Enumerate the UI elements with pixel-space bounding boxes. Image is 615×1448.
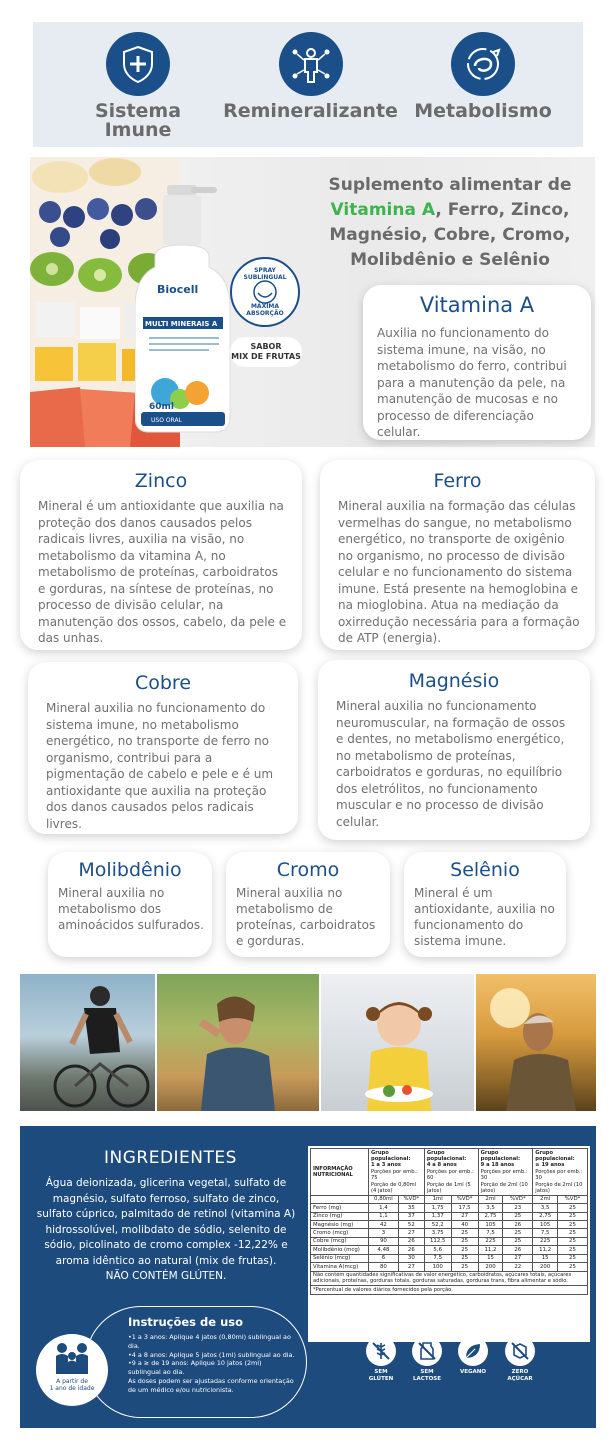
card-text: Auxilia no funcionamento do sistema imune, na visão, no metabolismo do ferro, contribui para a manutenção da pele, na manutenção de mucosas e no processo de diferenciação celular. xyxy=(377,326,567,439)
nutrient-value: 25 xyxy=(557,1254,587,1262)
table-row xyxy=(311,1254,588,1262)
table-footnote: Não contém quantidades significativas de valor energético, carboidratos, açúcares totais, açúcares adicionais, proteínas, gorduras totais, gorduras saturadas, gorduras trans, fibra alimentar e sódio. xyxy=(311,1271,588,1286)
nutrient-value: 27 xyxy=(451,1212,478,1220)
nutrient-value: 25 xyxy=(557,1212,587,1220)
body-molecule-icon xyxy=(279,32,343,96)
family-icon xyxy=(52,1340,92,1374)
nutrient-name: Zinco (mg) xyxy=(311,1212,369,1220)
nutrient-value: 1,37 xyxy=(424,1212,451,1220)
usage-instructions xyxy=(85,1306,307,1418)
photo-tired-runner xyxy=(157,974,319,1111)
nutrient-name: Molibdênio (mcg) xyxy=(311,1246,369,1254)
group-header: Grupo populacional: ≥ 19 anos Porções por emb.: 30 Porção de 2ml (10 jatos) xyxy=(533,1149,588,1196)
card-magnesio xyxy=(318,660,590,840)
nutrient-value: 25 xyxy=(503,1237,533,1245)
nutrient-value: 26 xyxy=(398,1237,424,1245)
photo-cyclist xyxy=(20,974,155,1111)
nutrient-value: 80 xyxy=(369,1263,399,1271)
table-vd-row xyxy=(311,1286,588,1294)
nutrient-value: 23 xyxy=(503,1204,533,1212)
nutrient-value: 200 xyxy=(478,1263,503,1271)
nutrition-table-title: INFORMAÇÃO NUTRICIONAL xyxy=(313,1165,353,1178)
benefit-remineralizing xyxy=(223,32,398,121)
nutrient-value: 225 xyxy=(533,1237,558,1245)
instruction-line: As doses podem ser ajustadas conforme orientação de um médico e/ou nutricionista. xyxy=(128,1376,294,1394)
nutrition-table xyxy=(308,1146,590,1342)
flavor-badge xyxy=(230,337,302,367)
nutrient-value: 25 xyxy=(451,1263,478,1271)
nutrient-value: 37 xyxy=(398,1212,424,1220)
nutrient-name: Ferro (mg) xyxy=(311,1204,369,1212)
milk-crossed-icon xyxy=(412,1336,442,1366)
nutrient-value: 25 xyxy=(503,1212,533,1220)
shield-plus-icon xyxy=(106,32,170,96)
benefits-band xyxy=(33,22,583,147)
seal-label: GLÚTEN xyxy=(368,1375,394,1382)
table-row xyxy=(311,1237,588,1245)
age-label-l1: A partir de xyxy=(56,1378,88,1385)
seal-zero-sugar xyxy=(497,1336,543,1382)
card-title: Vitamina A xyxy=(419,293,535,317)
nutrient-value: 22 xyxy=(503,1263,533,1271)
table-row xyxy=(311,1229,588,1237)
nutrient-value: 105 xyxy=(478,1221,503,1229)
nutrient-value: 25 xyxy=(557,1204,587,1212)
nutrient-value: 52 xyxy=(398,1221,424,1229)
instruction-line: •4 a 8 anos: Aplique 5 jatos (1ml) sublingual ao dia. xyxy=(128,1350,295,1359)
nutrient-value: 26 xyxy=(503,1246,533,1254)
table-vd-note: *Percentual de valores diários fornecidos pela porção. xyxy=(311,1286,588,1294)
nutrient-value: 3,5 xyxy=(533,1204,558,1212)
table-row xyxy=(311,1246,588,1254)
leaf-icon xyxy=(458,1336,488,1366)
nutrient-value: 25 xyxy=(557,1263,587,1271)
product-headline xyxy=(300,173,595,273)
nutrient-value: 42 xyxy=(369,1221,399,1229)
stamp-top-text: SPRAY SUBLINGUAL xyxy=(243,267,287,281)
metabolism-cycle-icon xyxy=(451,32,515,96)
nutrient-value: 25 xyxy=(451,1229,478,1237)
table-row xyxy=(311,1204,588,1212)
nutrient-name: Magnésio (mg) xyxy=(311,1221,369,1229)
nutrient-value: 3 xyxy=(369,1229,399,1237)
ingredients-panel xyxy=(20,1126,596,1428)
nutrient-value: 200 xyxy=(533,1263,558,1271)
nutrient-value: 27 xyxy=(398,1229,424,1237)
flavor-label: SABOR xyxy=(250,342,282,351)
bottle-use: USO ORAL xyxy=(151,417,182,424)
nutrient-value: 7,5 xyxy=(533,1229,558,1237)
seal-label: ZERO xyxy=(511,1369,529,1375)
photo-happy-child xyxy=(321,974,474,1111)
gluten-notice: NÃO CONTÉM GLÚTEN. xyxy=(105,1270,227,1282)
table-row xyxy=(311,1212,588,1220)
benefit-label: Remineralizante xyxy=(223,100,398,122)
mouth-icon xyxy=(252,279,278,305)
nutrient-value: 1,75 xyxy=(424,1204,451,1212)
card-molibdenio xyxy=(48,852,212,957)
nutrient-value: 5,6 xyxy=(424,1246,451,1254)
benefit-immune xyxy=(83,32,193,140)
nutrient-value: 25 xyxy=(451,1237,478,1245)
card-zinco xyxy=(20,460,302,650)
card-title: Zinco xyxy=(134,470,188,492)
headline-line: Suplemento alimentar de xyxy=(328,175,572,195)
sugar-crossed-icon xyxy=(505,1336,535,1366)
card-title: Ferro xyxy=(433,470,482,492)
card-text: Mineral é um antioxidante que auxilia na proteção dos danos causados pelos radicais livres, auxilia na visão, no metabolismo da vitamina A, no metabolismo de proteínas, carboidratos e gorduras, na síntese de proteínas, no processo de divisão celular, na manutenção dos ossos, cabelo, da pele e das unhas. xyxy=(38,499,287,645)
sublingual-spray-stamp xyxy=(230,257,300,327)
nutrient-value: 2,75 xyxy=(533,1212,558,1220)
seal-label: SEM xyxy=(420,1369,434,1375)
nutrient-value: 25 xyxy=(557,1246,587,1254)
card-ferro xyxy=(320,460,595,650)
nutrient-value: 3,5 xyxy=(478,1204,503,1212)
nutrient-value: 15 xyxy=(478,1254,503,1262)
card-vitamina-a xyxy=(363,285,591,440)
nutrient-value: 26 xyxy=(503,1221,533,1229)
table-row xyxy=(311,1263,588,1271)
card-selenio xyxy=(404,852,566,957)
card-title: Cromo xyxy=(276,859,340,881)
age-badge xyxy=(36,1334,108,1406)
instructions-title: Instruções de uso xyxy=(128,1315,243,1329)
benefit-metabolism xyxy=(413,32,553,121)
card-title: Selênio xyxy=(450,859,520,881)
seal-lactose-free xyxy=(404,1336,450,1382)
ingredients-list: Água deionizada, glicerina vegetal, sulfato de magnésio, sulfato ferroso, sulfato de zinco, sulfato cúprico, palmitado de retinol (vitamina A) hidrossolúvel, molibdato de sódio, selenito de sódio, picolinato de cromo complex -12,22% e aroma idêntico ao natural (mix de frutas). xyxy=(36,1177,296,1267)
nutrient-value: 52,2 xyxy=(424,1221,451,1229)
age-label-l2: 1 ano de idade xyxy=(49,1385,95,1392)
wheat-crossed-icon xyxy=(366,1336,396,1366)
nutrient-value: 1,1 xyxy=(369,1212,399,1220)
nutrient-name: Cromo (mcg) xyxy=(311,1229,369,1237)
stamp-bottom-text: MÁXIMA ABSORÇÃO xyxy=(246,303,284,317)
card-text: Mineral auxilia no metabolismo de proteínas, carboidratos e gorduras. xyxy=(236,886,376,948)
table-subheader-row: 0,80ml %VD* 1ml %VD* 2ml %VD* 2ml %VD* xyxy=(311,1195,588,1203)
table-row xyxy=(311,1221,588,1229)
nutrient-value: 25 xyxy=(557,1237,587,1245)
nutrient-value: 112,5 xyxy=(424,1237,451,1245)
nutrient-value: 4,48 xyxy=(369,1246,399,1254)
nutrient-value: 90 xyxy=(369,1237,399,1245)
nutrient-value: 11,2 xyxy=(533,1246,558,1254)
bottle-volume: 60ml xyxy=(149,402,174,412)
nutrient-value: 26 xyxy=(398,1246,424,1254)
card-text: Mineral auxilia na formação das células vermelhas do sangue, no metabolismo energético, no transporte de oxigênio no organismo, no processo de divisão celular e no funcionamento do sistema imune. Está presente na hemoglobina e na mioglobina. Atua na mediação da oxirredução necessária para a formação de ATP (energia). xyxy=(338,499,580,645)
card-title: Magnésio xyxy=(408,670,500,692)
table-footnote-row xyxy=(311,1271,588,1286)
nutrient-value: 225 xyxy=(478,1237,503,1245)
instruction-line: •9 a ≥ de 19 anos: Aplique 10 jatos (2ml) sublingual ao dia. xyxy=(128,1359,262,1377)
benefit-label: Imune xyxy=(104,119,172,141)
nutrient-name: Vitamina A(mcg) xyxy=(311,1263,369,1271)
group-header: Grupo populacional: 1 a 3 anos Porções por emb.: 75 Porção de 0,80ml (4 jatos) xyxy=(369,1149,425,1196)
nutrient-value: 105 xyxy=(533,1221,558,1229)
flavor-value: MIX DE FRUTAS xyxy=(231,352,301,361)
nutrient-value: 3,75 xyxy=(424,1229,451,1237)
card-text: Mineral auxilia no funcionamento do sistema imune, no metabolismo energético, no transporte de ferro no organismo, contribui para a pigmentação de cabelo e pele e é um antioxidante que auxilia na proteção dos danos causados pelos radicais livres. xyxy=(46,701,274,831)
seal-label: VEGANO xyxy=(459,1369,487,1375)
card-title: Cobre xyxy=(134,672,192,694)
nutrient-value: 1,4 xyxy=(369,1204,399,1212)
nutrient-value: 25 xyxy=(451,1246,478,1254)
card-text: Mineral auxilia no funcionamento neuromuscular, na formação de ossos e dentes, no metabolismo energético, no metabolismo de proteínas, carboidratos e gorduras, no equilíbrio dos eletrólitos, no funcionamento muscular e no processo de divisão celular. xyxy=(336,699,566,829)
headline-highlight: Vitamina A xyxy=(330,200,436,220)
nutrient-value: 15 xyxy=(533,1254,558,1262)
nutrient-value: 25 xyxy=(503,1229,533,1237)
photo-senior-man xyxy=(476,974,596,1111)
card-text: Mineral é um antioxidante, auxilia no funcionamento do sistema imune. xyxy=(414,886,555,948)
nutrient-name: Cobre (mcg) xyxy=(311,1237,369,1245)
headline-line: , Ferro, Zinco, xyxy=(435,200,570,220)
benefit-label: Metabolismo xyxy=(414,100,552,122)
nutrient-value: 25 xyxy=(451,1254,478,1262)
product-bottle-image xyxy=(135,167,245,437)
nutrient-value: 25 xyxy=(557,1229,587,1237)
nutrient-value: 35 xyxy=(398,1204,424,1212)
nutrient-value: 30 xyxy=(398,1254,424,1262)
nutrient-value: 27 xyxy=(398,1263,424,1271)
card-cromo xyxy=(226,852,390,957)
seal-label: AÇÚCAR xyxy=(507,1375,533,1382)
nutrient-value: 40 xyxy=(451,1221,478,1229)
ingredients-title: INGREDIENTES xyxy=(104,1148,237,1168)
headline-line: Magnésio, Cobre, Cromo, xyxy=(329,225,571,245)
seal-gluten-free xyxy=(358,1336,404,1382)
headline-line: Molibdênio e Selênio xyxy=(350,250,550,270)
nutrient-value: 6 xyxy=(369,1254,399,1262)
nutrient-value: 27 xyxy=(503,1254,533,1262)
nutrient-value: 17,5 xyxy=(451,1204,478,1212)
seal-vegan xyxy=(450,1336,496,1376)
nutrient-value: 100 xyxy=(424,1263,451,1271)
nutrient-value: 25 xyxy=(557,1221,587,1229)
bottle-brand: Biocell xyxy=(157,283,199,296)
nutrient-value: 7,5 xyxy=(478,1229,503,1237)
card-cobre xyxy=(28,662,298,834)
seal-label: SEM xyxy=(374,1369,388,1375)
seal-label: LACTOSE xyxy=(413,1375,441,1382)
nutrient-value: 7,5 xyxy=(424,1254,451,1262)
benefit-label: Sistema xyxy=(94,100,182,122)
group-header: Grupo populacional: 9 a 18 anos Porções por emb.: 30 Porção de 2ml (10 jatos) xyxy=(478,1149,533,1196)
card-title: Molibdênio xyxy=(78,859,182,881)
nutrient-value: 11,2 xyxy=(478,1246,503,1254)
bottle-name: MULTI MINERAIS A xyxy=(145,320,218,328)
card-text: Mineral auxilia no metabolismo dos aminoácidos sulfurados. xyxy=(58,886,204,932)
nutrient-name: Selênio (mcg) xyxy=(311,1254,369,1262)
group-header: Grupo populacional: 4 a 8 anos Porções por emb.: 60 Porção de 1ml (5 jatos) xyxy=(424,1149,478,1196)
instruction-line: •1 a 3 anos: Aplique 4 jatos (0,80ml) sublingual ao dia. xyxy=(128,1333,291,1350)
ingredients-text xyxy=(34,1176,298,1285)
nutrient-value: 2,75 xyxy=(478,1212,503,1220)
